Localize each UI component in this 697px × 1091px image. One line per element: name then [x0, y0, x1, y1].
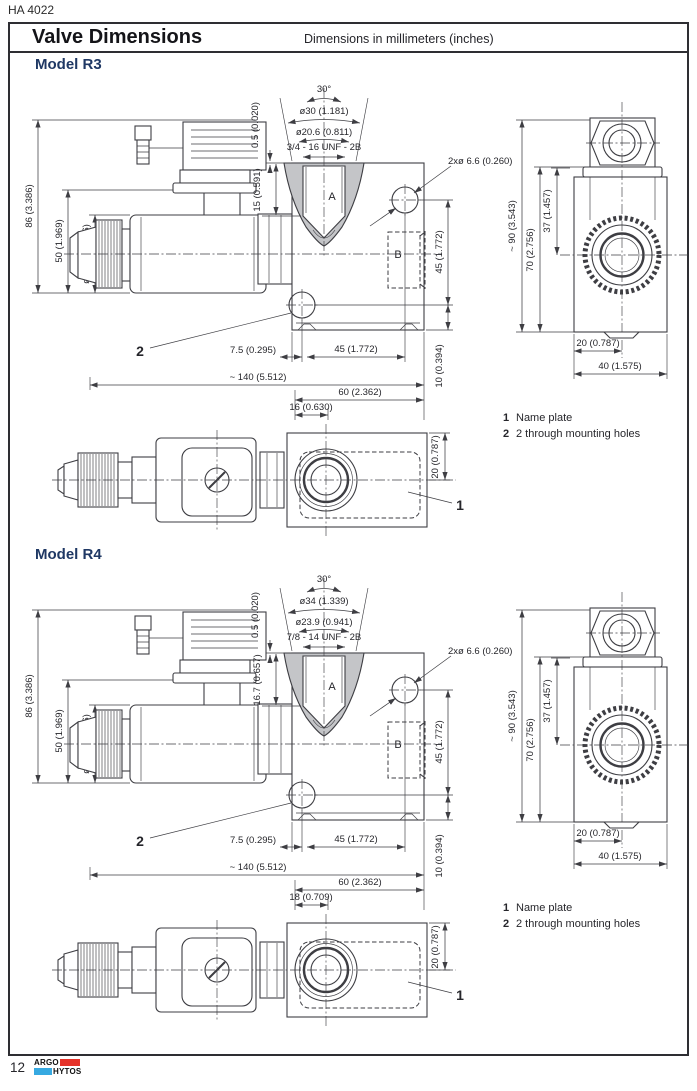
notes: [503, 902, 641, 930]
note-1-number: 1: [503, 412, 510, 424]
dim-hole-spacing-v: 45 (1.772): [434, 720, 445, 764]
page-title: Valve Dimensions: [32, 26, 203, 48]
dim-side-half-width: 20 (0.787): [576, 338, 620, 349]
dim-total-height: 86 (3.386): [24, 184, 35, 228]
bottom-view: [52, 914, 464, 1026]
bottom-view: [52, 424, 464, 536]
brand-logo: [34, 1058, 81, 1076]
front-view: [24, 84, 512, 420]
note-2-text: 2 through mounting holes: [516, 428, 641, 440]
port-b-label: B: [394, 739, 402, 751]
dim-cone-angle: 30°: [316, 84, 332, 95]
model-title: Model R3: [35, 56, 102, 73]
dim-hole-offset: 7.5 (0.295): [230, 345, 276, 356]
dim-hole-offset: 7.5 (0.295): [230, 835, 276, 846]
port-a-label: A: [328, 681, 336, 693]
dim-side-axis-height: 37 (1.457): [542, 679, 553, 723]
dim-hole-spacing-v: 45 (1.772): [434, 230, 445, 274]
dim-side-height: ~ 90 (3.543): [507, 690, 518, 742]
dim-side-axis-height: 37 (1.457): [542, 189, 553, 233]
doc-code: HA 4022: [8, 3, 55, 17]
dim-coil-height: 50 (1.969): [54, 219, 65, 263]
dim-port-thread: 3/4 - 16 UNF - 2B: [286, 142, 362, 153]
brand-logo-red-block: [60, 1059, 80, 1066]
dim-port-depth: 16.7 (0.657): [252, 654, 263, 706]
dim-side-body-height: 70 (2.756): [525, 718, 536, 762]
dim-port-depth-offset: 20 (0.787): [430, 925, 441, 969]
dim-port-thread: 7/8 - 14 UNF - 2B: [286, 632, 362, 643]
dim-bottom-edge: 10 (0.394): [434, 834, 445, 878]
cable-connector: [135, 612, 266, 705]
dim-port-od: ø30 (1.181): [299, 106, 349, 117]
side-view: [507, 592, 688, 869]
callout-2: 2: [136, 343, 144, 359]
technical-drawing: [8, 80, 690, 538]
dim-cone-angle: 30°: [316, 574, 332, 585]
dim-side-half-width: 20 (0.787): [576, 828, 620, 839]
dim-side-width: 40 (1.575): [598, 361, 642, 372]
note-2-number: 2: [503, 428, 510, 440]
dim-port-depth: 15 (0.591): [252, 168, 263, 212]
connector-screw: [135, 616, 151, 630]
front-view: [24, 574, 512, 910]
dim-coil-height: 50 (1.969): [54, 709, 65, 753]
dim-mounting-holes: 2xø 6.6 (0.260): [448, 156, 513, 167]
brand-logo-blue-block: [34, 1068, 52, 1075]
dim-port-offset: 18 (0.709): [289, 892, 333, 903]
connector-screw: [135, 126, 151, 140]
dim-port-offset: 16 (0.630): [289, 402, 333, 413]
model-section: [0, 56, 697, 540]
note-1-number: 1: [503, 902, 510, 914]
callout-2: 2: [136, 833, 144, 849]
dim-side-width: 40 (1.575): [598, 851, 642, 862]
port-b-label: B: [394, 249, 402, 261]
note-1-text: Name plate: [516, 902, 573, 914]
brand-logo-bottom-text: HYTOS: [53, 1067, 82, 1076]
hex-nut-front: [258, 704, 292, 774]
dim-overall-length: ~ 140 (5.512): [229, 372, 287, 383]
dim-port-id: ø20.6 (0.811): [295, 127, 353, 138]
note-2-text: 2 through mounting holes: [516, 918, 641, 930]
dim-port-od: ø34 (1.339): [299, 596, 349, 607]
callout-1: 1: [456, 497, 464, 513]
dim-hole-spacing-h: 45 (1.772): [334, 344, 378, 355]
notes: [503, 412, 641, 440]
model-title: Model R4: [35, 546, 102, 563]
callout-1: 1: [456, 987, 464, 1003]
dim-overall-length: ~ 140 (5.512): [229, 862, 287, 873]
dim-side-height: ~ 90 (3.543): [507, 200, 518, 252]
page-subtitle: Dimensions in millimeters (inches): [304, 32, 494, 46]
technical-drawing: [8, 570, 690, 1028]
dim-port-id: ø23.9 (0.941): [295, 617, 353, 628]
dim-chamfer: 0.5 (0.020): [250, 592, 261, 638]
dim-total-height: 86 (3.386): [24, 674, 35, 718]
dim-chamfer: 0.5 (0.020): [250, 102, 261, 148]
dim-body-length: 60 (2.362): [338, 387, 382, 398]
dim-mounting-holes: 2xø 6.6 (0.260): [448, 646, 513, 657]
port-a-label: A: [328, 191, 336, 203]
dim-body-length: 60 (2.362): [338, 877, 382, 888]
dim-bottom-edge: 10 (0.394): [434, 344, 445, 388]
hex-nut-front: [258, 214, 292, 284]
dim-port-depth-offset: 20 (0.787): [430, 435, 441, 479]
dim-side-body-height: 70 (2.756): [525, 228, 536, 272]
cable-connector: [135, 122, 266, 215]
model-section: [0, 546, 697, 1030]
brand-logo-top-text: ARGO: [34, 1058, 59, 1067]
page-number: 12: [10, 1060, 26, 1075]
note-2-number: 2: [503, 918, 510, 930]
dim-hole-spacing-h: 45 (1.772): [334, 834, 378, 845]
side-view: [507, 102, 688, 379]
note-1-text: Name plate: [516, 412, 573, 424]
title-bar: [10, 24, 687, 53]
